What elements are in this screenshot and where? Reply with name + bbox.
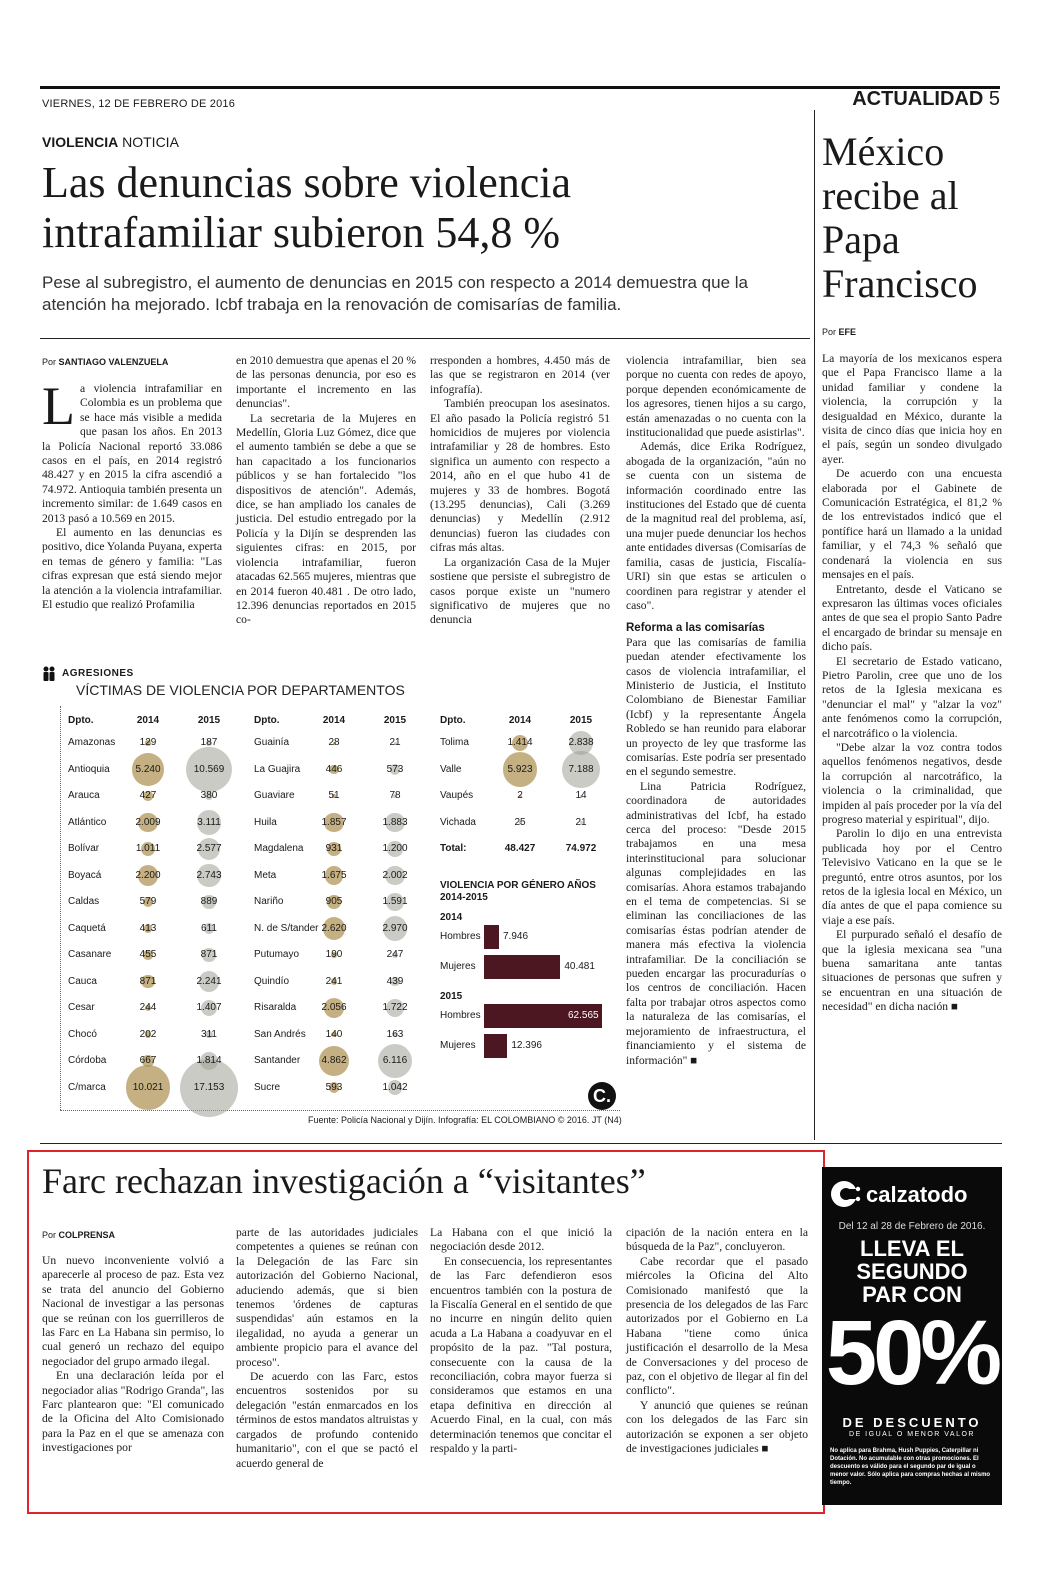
ad-line: LLEVA EL	[860, 1236, 964, 1261]
byline-author: COLPRENSA	[58, 1230, 116, 1240]
department-value: 1.675	[321, 869, 347, 881]
paragraph: El aumento en las denuncias es positivo, dice Yolanda Puyana, experta en temas de género y familia: "Las cifras expresan que está siendo mejor la atención a la violencia intrafamiliar. El estudio que realizó Profamilia	[42, 526, 222, 612]
gender-value: 40.481	[564, 961, 595, 972]
department-value: 593	[325, 1081, 343, 1093]
table-row	[248, 995, 426, 1022]
department-name: Magdalena	[254, 843, 304, 854]
paragraph: violencia intrafamiliar, bien sea porque no cuenta con redes de apoyo, porque dependen económicamente de los agresores, tienen hijos a su cargo, están amenazadas o no cuenta con la institucionalidad que puede asistirlas".	[626, 354, 806, 440]
department-value: 1.814	[196, 1055, 222, 1066]
main-headline: Las denuncias sobre violencia intrafamiliar subieron 54,8 %	[42, 158, 572, 257]
department-name: La Guajira	[254, 763, 301, 775]
column-header: 2015	[383, 715, 407, 726]
calzatodo-ad[interactable]	[822, 1167, 1002, 1505]
table-row	[248, 863, 426, 890]
paragraph: La mayoría de los mexicanos espera que el Papa Francisco llame a la unidad familiar y condene la violencia, la corrupción y la desigualdad en México, durante la visita de cinco días que inicia hoy en el país, según un sondeo divulgado ayer.	[822, 352, 1002, 466]
department-name: Bolívar	[68, 843, 100, 854]
department-value: 17.153	[193, 1081, 225, 1093]
department-value: 1.857	[321, 816, 347, 828]
paragraph: La organización Casa de la Mujer sostiene que persiste el subregistro de casos porque existe un "numero significativo de mujeres que no denuncia	[430, 555, 610, 627]
department-value: 2.200	[135, 869, 161, 881]
bottom-headline: Farc rechazan investigación a “visitantes”	[42, 1161, 646, 1201]
department-table-col	[434, 708, 612, 863]
department-name: Chocó	[68, 1028, 97, 1040]
table-row	[434, 810, 612, 837]
ad-discount: DE DESCUENTO	[842, 1415, 982, 1430]
department-name: Vaupés	[440, 790, 474, 801]
paragraph: Y anunció que quienes se reúnan con los delegados de las Farc sin autorización se exponen a ser objeto de investigaciones judiciales ■	[626, 1398, 808, 1456]
table-row	[248, 889, 426, 916]
department-name: Nariño	[254, 896, 284, 907]
paragraph: La secretaria de la Mujeres en Medellín, Gloria Luz Gómez, dice que el aumento también se debe a que se han capacitado a los funcionarios públicos y se han fortalecido "los dispositivos de atención". Además, dice, se han ampliado los canales de justicia. Del estudio entregado por la Policía y la Dijín se desprenden las siguientes cifras: en 2015, por violencia intrafamiliar, fueron atacadas 62.565 mujeres, mientras que en 2014 fueron 40.481 . De otro lado, 12.396 denuncias reportados en 2015 co-	[236, 411, 416, 627]
department-name: Quindío	[254, 975, 290, 987]
gender-label: Mujeres	[440, 961, 476, 972]
department-value: 455	[139, 949, 157, 960]
table-row	[62, 757, 240, 784]
table-row	[248, 836, 426, 863]
gender-value: 12.396	[511, 1040, 542, 1051]
department-value: 10.569	[193, 763, 225, 775]
department-value: 21	[389, 737, 401, 748]
department-name: Santander	[254, 1055, 301, 1066]
department-value: 2.743	[196, 869, 222, 881]
paragraph: Parolin lo dijo en una entrevista publicada hoy por el Centro Televisivo Vaticano en la que se le preguntó, entre otros asuntos, por los retos de la iglesia local en México, un día antes de que el papa comience su viaje a ese país.	[822, 827, 1002, 927]
department-name: Vichada	[440, 816, 476, 828]
divider	[40, 338, 810, 339]
table-row	[248, 783, 426, 810]
table-row	[62, 942, 240, 969]
department-value: 6.116	[382, 1055, 408, 1066]
column-header: 2015	[569, 715, 593, 726]
department-value: 140	[325, 1028, 343, 1040]
department-value: 439	[386, 975, 404, 987]
department-value: 611	[201, 922, 217, 934]
infographic-label: AGRESIONES	[62, 668, 134, 679]
department-value: 889	[200, 896, 218, 907]
department-value: 871	[139, 975, 157, 987]
paragraph: El secretario de Estado vaticano, Pietro Parolin, cree que uno de los retos de la Iglesia mexicana es "denunciar el mal" y "alzar la voz" ante fenómenos como la corrupción, el narcotráfico o la violencia.	[822, 654, 1002, 740]
paragraph: parte de las autoridades judiciales competentes a quienes se reúnan con la Delegación de las Farc sin autorización del Gobierno Nacional, aduciendo además, que si bien tenemos 'órdenes de capturas suspendidas' aún estamos en la ilegalidad, no ayuda a generar un ambiente propicio para el avance del proceso".	[236, 1226, 418, 1369]
department-value: 21	[575, 816, 587, 828]
drop-cap: L	[42, 376, 75, 436]
gender-value: 62.565	[568, 1010, 599, 1021]
kicker-type: NOTICIA	[122, 134, 179, 150]
ad-brand	[830, 1179, 994, 1209]
gender-label: Hombres	[440, 931, 481, 942]
department-value: 247	[386, 949, 404, 960]
department-name: Guaviare	[254, 790, 295, 801]
paragraph: "Debe alzar la voz contra todos aquellos fenómenos negativos, desde la corrupción al narcotráfico, la violencia o la criminalidad, que impiden al país proceder por la vía del progreso material y espiritual", dijo.	[822, 740, 1002, 826]
table-row	[62, 969, 240, 996]
bottom-col-1	[42, 1254, 224, 1456]
paragraph: Además, dice Erika Rodríguez, abogada de la organización, "aún no se cuenta con un sistema de información coordinado entre las instituciones del Estado que dé cuenta de la magnitud real del problema, así, una mujer puede denunciar los hechos ante entidades diversas (Comisarías de familia, casas de justicia, Fiscalía- URI) sin que estas se articulen o coordinen para registrar y atender el caso".	[626, 440, 806, 612]
ad-line: SEGUNDO	[856, 1259, 968, 1284]
issue-date: VIERNES, 12 DE FEBRERO DE 2016	[42, 98, 236, 110]
paragraph: Lina Patricia Rodríguez, coordinadora de autoridades administrativas del Icbf, ha estado cerca del proceso: "Desde 2015 trabajamos en una mesa interinstitucional para solucionar algunas complejidades en las comisarías. Ahora estamos trabajando en el tema de competencias. Si se eliminan las conciliaciones de las comisarías éstas podrían atender de manera más efectiva la violencia intrafamiliar. De la conciliación se pueden encargar las procuradurías o los centros de conciliación. Hacen falta por trabajar otros aspectos como la naturaleza de las comisarías, el mejoramiento de infraestructura, el financiamiento y el sistema de información" ■	[626, 779, 806, 1067]
department-name: Tolima	[440, 737, 469, 748]
paragraph: También preocupan los asesinatos. El año pasado la Policía registró 51 homicidios de mujeres por violencia intrafamiliar y 28 de hombres. Esto significa un aumento con respecto a 2014, año en el que hubo 41 de mujeres y 33 de hombres. Bogotá (13.295 denuncias), Cali (3.269 denuncias) y Medellín (2.912 denuncias) fueron las ciudades con cifras más altas.	[430, 397, 610, 555]
paragraph: rresponden a hombres, 4.450 más de las que se registraron en 2014 (ver infografía).	[430, 354, 610, 396]
divider	[40, 1143, 1002, 1144]
department-name: Caquetá	[68, 922, 106, 934]
department-value: 163	[386, 1028, 404, 1040]
right-byline	[822, 327, 856, 337]
table-row	[248, 810, 426, 837]
table-row	[248, 1048, 426, 1075]
department-name: Huila	[254, 816, 277, 828]
gender-label: Mujeres	[440, 1040, 476, 1051]
paragraph: De acuerdo con una encuesta elaborada por el Gabinete de Comunicación Estratégica, el 81,2 % de los entrevistados indicó que el pontífice hará un llamado a la unidad familiar, y el 74,3 % señaló que condenará la violencia en sus mensajes en el país.	[822, 467, 1002, 582]
byline-prefix: Por	[42, 1230, 57, 1240]
ad-percent: 50%	[825, 1302, 999, 1404]
table-row	[62, 1022, 240, 1049]
department-value: 1.722	[382, 1002, 408, 1013]
department-name: Valle	[440, 763, 462, 775]
gender-bar	[484, 955, 560, 979]
department-value: 380	[200, 790, 218, 801]
paragraph: En consecuencia, los representantes de las Farc defendieron esos encuentros también con la postura de la Fiscalía General en el sentido de que no incurre en ningún delito quien acuda a La Habana a coadyuvar en el propósito de la paz. "Tal postura, consecuente con la causa de la reconciliación, cobra mayor fuerza si consideramos que estamos en una etapa definitiva en dirección al Acuerdo Final, en la cual, con más determinación tenemos que concitar el respaldo y la parti-	[430, 1254, 612, 1456]
paragraph: Para que las comisarías de familia puedan atender efectivamente los casos de violencia intrafamiliar, el Ministerio de Justicia, el Instituto Colombiano de Bienestar Familiar (Icbf) y la representante Ángela Robledo se han reunido para elaborar un proyecto de ley que trasforme las comisarías. Este podría ser presentado en el segundo semestre.	[626, 635, 806, 779]
section-name: ACTUALIDAD	[852, 88, 984, 110]
department-value: 413	[139, 922, 157, 934]
department-table-col	[248, 708, 426, 1101]
department-value: 2.002	[382, 869, 408, 881]
gender-year-rows	[440, 923, 620, 983]
paragraph: Un nuevo inconveniente volvió a aparecerle al proceso de paz. Esta vez se trata del anuncio del Gobierno Nacional de investigar a las personas que se reúnan con los guerrilleros de las Farc en La Habana sin permiso, lo cual generó un rechazo del equipo negociador del grupo armado ilegal.	[42, 1254, 224, 1368]
table-row	[434, 757, 612, 784]
table-row	[62, 889, 240, 916]
subheading: Reforma a las comisarías	[626, 622, 765, 635]
gender-label: Hombres	[440, 1010, 481, 1021]
department-value: 244	[139, 1002, 157, 1013]
main-dek: Pese al subregistro, el aumento de denuncias en 2015 con respecto a 2014 demuestra que la atención ha mejorado. Icbf trabaja en la renovación de comisarías de familia.	[42, 273, 748, 314]
department-value: 2.577	[196, 843, 222, 854]
paragraph: La Habana con el que inició la negociación desde 2012.	[430, 1226, 612, 1254]
department-value: 311	[201, 1028, 217, 1040]
department-value: 446	[325, 763, 343, 775]
ad-line: PAR CON	[862, 1282, 962, 1307]
infographic-frame	[60, 1110, 620, 1112]
paragraph: en 2010 demuestra que apenas el 20 % de las personas denuncia, por eso es importante el incremento en las denuncias".	[236, 354, 416, 411]
column-header: 2014	[136, 715, 160, 726]
table-row	[248, 730, 426, 757]
department-value: 2.056	[321, 1002, 347, 1013]
department-name: Atlántico	[68, 816, 107, 828]
department-value: 905	[325, 896, 343, 907]
gender-value: 7.946	[502, 931, 529, 942]
ad-brand-name: calzatodo	[866, 1182, 968, 1207]
department-name: Amazonas	[68, 737, 116, 748]
column-header: 2014	[508, 715, 532, 726]
department-name: N. de S/tander	[254, 922, 319, 934]
department-name: Guainía	[254, 737, 290, 748]
department-value: 5.240	[135, 763, 161, 775]
column-rule	[814, 110, 815, 1140]
department-name: Córdoba	[68, 1055, 107, 1066]
department-value: 241	[325, 975, 343, 987]
table-row	[248, 757, 426, 784]
department-value: 2.620	[321, 922, 347, 934]
department-value: 202	[139, 1028, 157, 1040]
right-headline: México recibe al Papa Francisco	[822, 129, 978, 306]
department-value: 25	[514, 816, 526, 828]
department-name: Putumayo	[254, 949, 300, 960]
department-name: San Andrés	[254, 1028, 306, 1040]
table-row	[62, 995, 240, 1022]
table-row	[62, 916, 240, 943]
department-value: 51	[328, 790, 340, 801]
department-value: 2.009	[135, 816, 161, 828]
bottom-col-3	[430, 1226, 612, 1457]
department-name: Sucre	[254, 1081, 281, 1093]
paragraph: Cabe recordar que el pasado miércoles la Oficina del Alto Comisionado manifestó que la presencia de los delegados de las Farc autorizados por el Gobierno en La Habana "tiene como única justificación el desarrollo de la Mesa de Conversaciones y del proceso de paz, con el objetivo de llegar al fin del conflicto".	[626, 1254, 808, 1398]
gender-bar	[484, 925, 499, 949]
department-value: 931	[325, 843, 343, 854]
right-col	[822, 352, 1002, 1015]
ad-dates: Del 12 al 28 de Febrero de 2016.	[838, 1221, 986, 1232]
calzatodo-logo-icon	[830, 1179, 862, 1209]
infographic-title: VÍCTIMAS DE VIOLENCIA POR DEPARTAMENTOS	[76, 682, 405, 698]
department-name: Cauca	[68, 975, 97, 987]
department-name: Risaralda	[254, 1002, 297, 1013]
gender-bar	[484, 1034, 507, 1058]
paragraph: El purpurado señaló el desafío de que la iglesia mexicana sea "una buena samaritana ante tantas situaciones de personas que sufren y se encuentran en una situación de necesidad" en dicha nación ■	[822, 928, 1002, 1014]
department-value: 78	[389, 790, 401, 801]
gender-year: 2015	[440, 991, 463, 1002]
column-header: Dpto.	[254, 715, 280, 726]
department-table-col	[62, 708, 240, 1101]
department-value: 1.414	[507, 737, 533, 748]
department-name: Cesar	[68, 1002, 95, 1013]
paragraph: a violencia intrafamiliar en Colombia es un problema que se hace más visible a medida que pasan los años. En 2013 la Policía Nacional reportó 33.086 casos en el país, en 2014 registró 48.427 y en 2015 la cifra ascendió a 74.972. Antioquia también presenta un incremento similar: de 1.649 casos en 2013 pasó a 10.569 en 2015.	[42, 382, 222, 525]
department-value: 187	[200, 737, 218, 748]
infographic-source: Fuente: Policía Nacional y Dijín. Infografía: EL COLOMBIANO © 2016. JT (N4)	[308, 1115, 622, 1125]
byline-prefix: Por	[42, 357, 57, 367]
department-name: Caldas	[68, 896, 100, 907]
kicker-topic: VIOLENCIA	[42, 134, 119, 150]
table-row	[62, 810, 240, 837]
table-header	[434, 708, 612, 730]
column-header: Dpto.	[440, 715, 466, 726]
bottom-byline	[42, 1230, 115, 1240]
byline-prefix: Por	[822, 327, 837, 337]
table-header	[62, 708, 240, 730]
department-value: 28	[328, 737, 340, 748]
total-value: 74.972	[565, 843, 597, 854]
department-value: 190	[325, 949, 343, 960]
table-row	[248, 969, 426, 996]
ad-condition: DE IGUAL O MENOR VALOR	[849, 1431, 975, 1438]
department-value: 1.407	[196, 1002, 222, 1013]
column-header: 2014	[322, 715, 346, 726]
department-value: 7.188	[568, 763, 594, 775]
department-name: Arauca	[68, 790, 100, 801]
department-name: Casanare	[68, 949, 112, 960]
bottom-col-4	[626, 1226, 808, 1457]
department-value: 1.591	[382, 896, 408, 907]
department-value: 5.923	[507, 763, 533, 775]
department-value: 1.200	[382, 843, 408, 854]
story-kicker	[42, 134, 179, 150]
page-number: 5	[988, 88, 1000, 110]
table-row	[248, 1075, 426, 1102]
people-icon	[42, 666, 56, 682]
gender-row	[440, 1002, 620, 1032]
total-value: Total:	[440, 843, 467, 854]
department-value: 573	[386, 763, 404, 775]
main-col-2	[236, 354, 416, 628]
main-byline	[42, 357, 168, 367]
department-value: 1.042	[382, 1081, 408, 1093]
ad-fine-print: No aplica para Brahma, Hush Puppies, Caterpillar ni Dotación. No acumulable con otras promociones. El descuento es válido para el segundo par de igual o menor valor. Sólo aplica para compras hechas al mismo tiempo.	[830, 1448, 991, 1486]
byline-author: EFE	[838, 327, 857, 337]
department-name: Antioquia	[68, 763, 110, 775]
gender-chart-title: VIOLENCIA POR GÉNERO AÑOS 2014-2015	[440, 880, 596, 903]
department-value: 2.838	[568, 737, 594, 748]
main-col-3	[430, 354, 610, 628]
paragraph: cipación de la nación entera en la búsqueda de la Paz", concluyeron.	[626, 1226, 808, 1254]
table-row	[62, 1075, 240, 1102]
department-value: 1.011	[135, 843, 161, 854]
paragraph: En una declaración leída por el negociador alias "Rodrigo Granda", las Farc plantearon que: "El comunicado de la Oficina del Alto Comisionado para la Paz en el que se amenaza con investigaciones por	[42, 1369, 224, 1455]
department-value: 3.111	[197, 816, 221, 828]
department-value: 129	[139, 737, 157, 748]
gender-row	[440, 1032, 620, 1062]
department-value: 1.883	[382, 816, 408, 828]
paragraph: Entretanto, desde el Vaticano se expresaron las últimas voces oficiales antes de que sea el propio Santo Padre el encargado de brindar su mensaje en dicho país.	[822, 582, 1002, 654]
department-value: 2	[517, 790, 523, 801]
department-value: 4.862	[321, 1055, 347, 1066]
department-value: 427	[139, 790, 157, 801]
table-row	[62, 836, 240, 863]
total-value: 48.427	[504, 843, 536, 854]
section-label	[852, 88, 1000, 111]
bottom-col-2	[236, 1226, 418, 1471]
department-value: 2.241	[196, 975, 222, 987]
column-header: 2015	[197, 715, 221, 726]
byline-author: SANTIAGO VALENZUELA	[58, 357, 169, 367]
department-value: 2.970	[382, 922, 408, 934]
department-name: Boyacá	[68, 869, 102, 881]
gender-year-rows	[440, 1002, 620, 1062]
table-total-row	[434, 836, 612, 863]
el-colombiano-logo: C.	[588, 1082, 616, 1110]
department-value: 14	[575, 790, 587, 801]
department-value: 10.021	[132, 1081, 164, 1093]
table-header	[248, 708, 426, 730]
department-value: 667	[139, 1055, 157, 1066]
column-header: Dpto.	[68, 715, 94, 726]
gender-chart	[440, 880, 620, 1062]
ad-offer	[822, 1237, 1002, 1306]
table-row	[248, 916, 426, 943]
paragraph: De acuerdo con las Farc, estos encuentros sostenidos por su delegación "están enmarcados en los términos de estos mandatos altruistas y cargados de profundo contenido humanitario", con el que se pactó el acuerdo general de	[236, 1370, 418, 1470]
department-name: Meta	[254, 869, 277, 881]
department-value: 579	[139, 896, 157, 907]
main-col-4	[626, 354, 806, 1068]
table-row	[62, 863, 240, 890]
gender-year: 2014	[440, 912, 463, 923]
department-value: 871	[200, 949, 218, 960]
main-col-1	[42, 376, 222, 613]
gender-row	[440, 953, 620, 983]
gender-row	[440, 923, 620, 953]
table-row	[248, 942, 426, 969]
department-name: C/marca	[68, 1081, 106, 1093]
